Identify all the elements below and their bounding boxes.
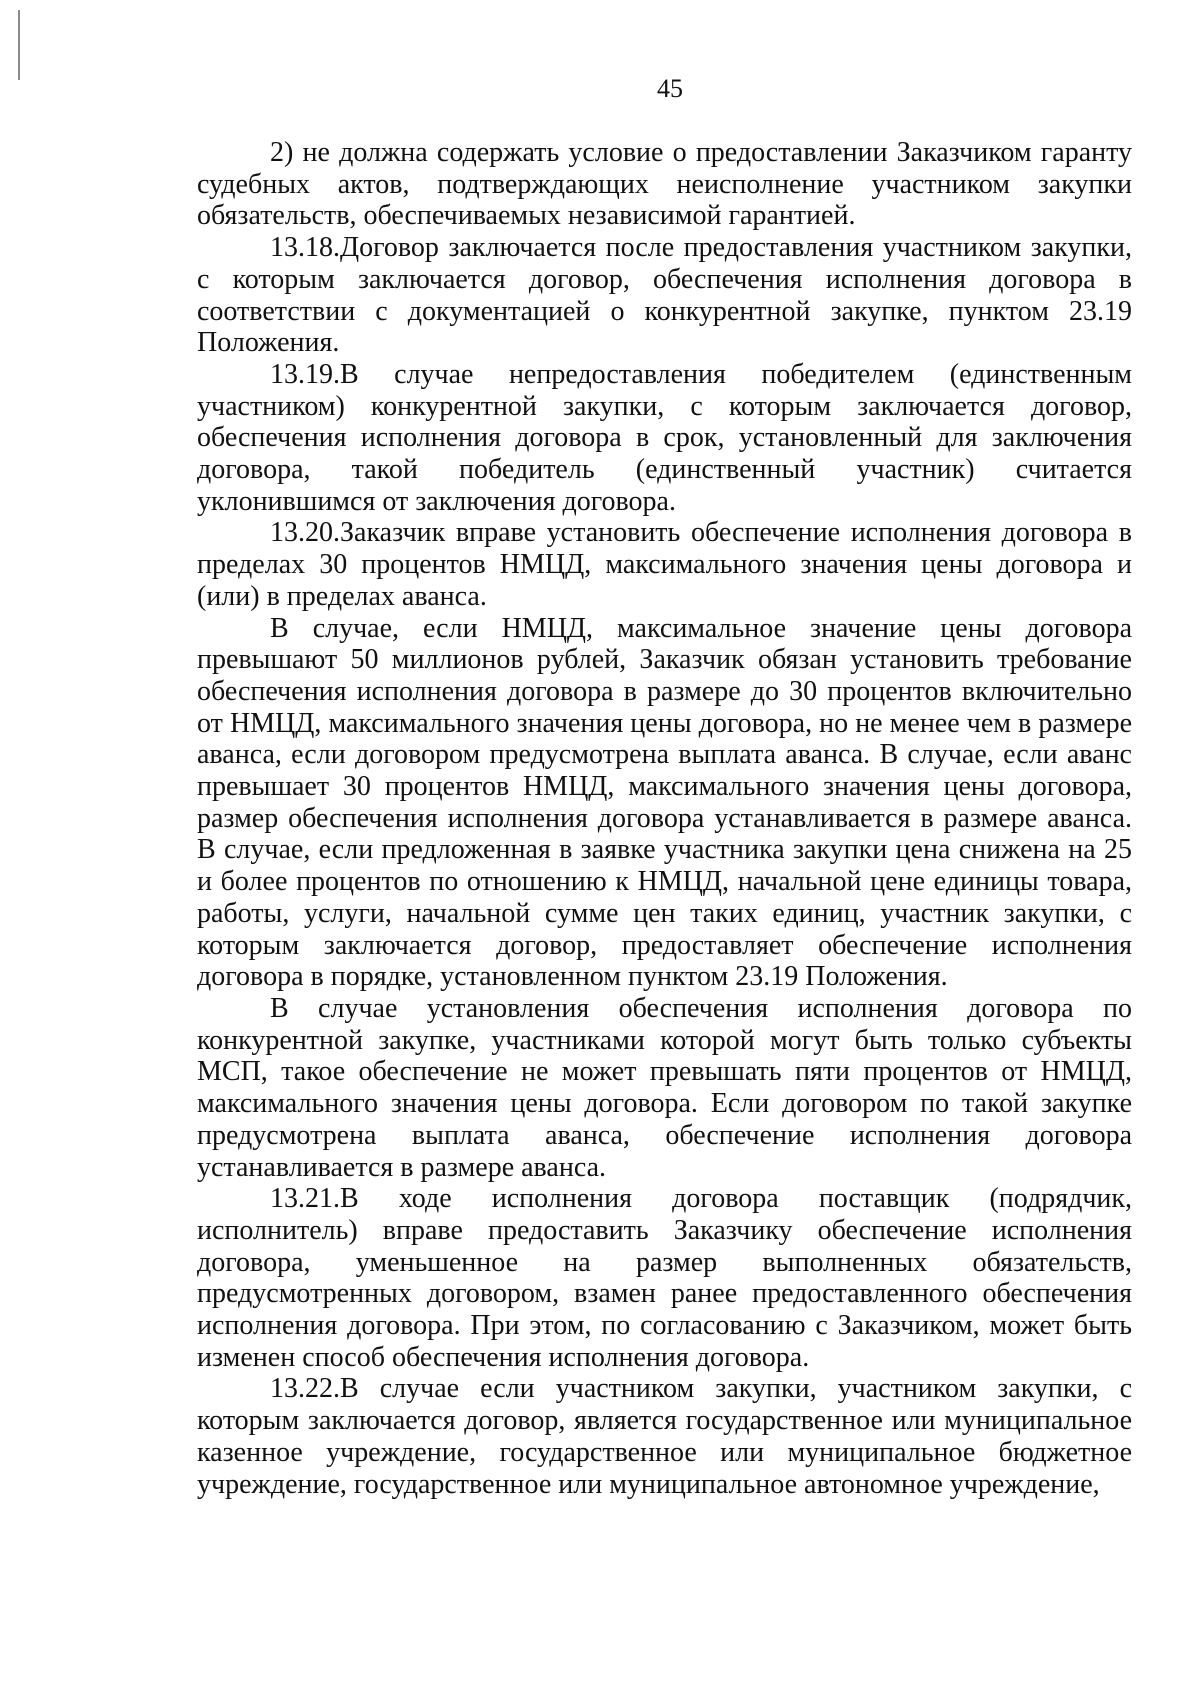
- paragraph-13-20-part-3: В случае установления обеспечения исполнения договора по конкурентной закупке, участниками которой могут быть только субъекты МСП, такое обеспечение не может превышать пяти процентов от НМЦД, максимального значения цены договора. Если договором по такой закупке предусмотрена выплата аванса, обеспечение исполнения договора устанавливается в размере аванса.: [197, 992, 1132, 1183]
- paragraph-item-2: 2) не должна содержать условие о предоставлении Заказчиком гаранту судебных актов, подтверждающих неисполнение участником закупки обязательств, обеспечиваемых независимой гарантией.: [197, 137, 1132, 232]
- document-body: [197, 137, 1132, 1500]
- paragraph-13-19: 13.19.В случае непредоставления победителем (единственным участником) конкурентной закупки, с которым заключается договор, обеспечения исполнения договора в срок, установленный для заключения договора, такой победитель (единственный участник) считается уклонившимся от заключения договора.: [197, 358, 1132, 517]
- paragraph-13-20: 13.20.Заказчик вправе установить обеспечение исполнения договора в пределах 30 процентов НМЦД, максимального значения цены договора и (или) в пределах аванса.: [197, 517, 1132, 612]
- paragraph-13-21: 13.21.В ходе исполнения договора поставщик (подрядчик, исполнитель) вправе предоставить Заказчику обеспечение исполнения договора, уменьшенное на размер выполненных обязательств, предусмотренных договором, взамен ранее предоставленного обеспечения исполнения договора. При этом, по согласованию с Заказчиком, может быть изменен способ обеспечения исполнения договора.: [197, 1183, 1132, 1373]
- scan-edge-mark: [18, 10, 20, 80]
- page-number: 45: [657, 74, 683, 103]
- paragraph-13-18: 13.18.Договор заключается после предоставления участником закупки, с которым заключается договор, обеспечения исполнения договора в соответствии с документацией о конкурентной закупке, пунктом 23.19 Положения.: [197, 232, 1132, 359]
- paragraph-13-22: 13.22.В случае если участником закупки, участником закупки, с которым заключается договор, является государственное или муниципальное казенное учреждение, государственное или муниципальное бюджетное учреждение, государственное или муниципальное автономное учреждение,: [197, 1373, 1132, 1500]
- paragraph-13-20-part-2: В случае, если НМЦД, максимальное значение цены договора превышают 50 миллионов рублей, Заказчик обязан установить требование обеспечения исполнения договора в размере до 30 процентов включительно от НМЦД, максимального значения цены договора, но не менее чем в размере аванса, если договором предусмотрена выплата аванса. В случае, если аванс превышает 30 процентов НМЦД, максимального значения цены договора, размер обеспечения исполнения договора устанавливается в размере аванса. В случае, если предложенная в заявке участника закупки цена снижена на 25 и более процентов по отношению к НМЦД, начальной цене единицы товара, работы, услуги, начальной сумме цен таких единиц, участник закупки, с которым заключается договор, предоставляет обеспечение исполнения договора в порядке, установленном пунктом 23.19 Положения.: [197, 612, 1132, 993]
